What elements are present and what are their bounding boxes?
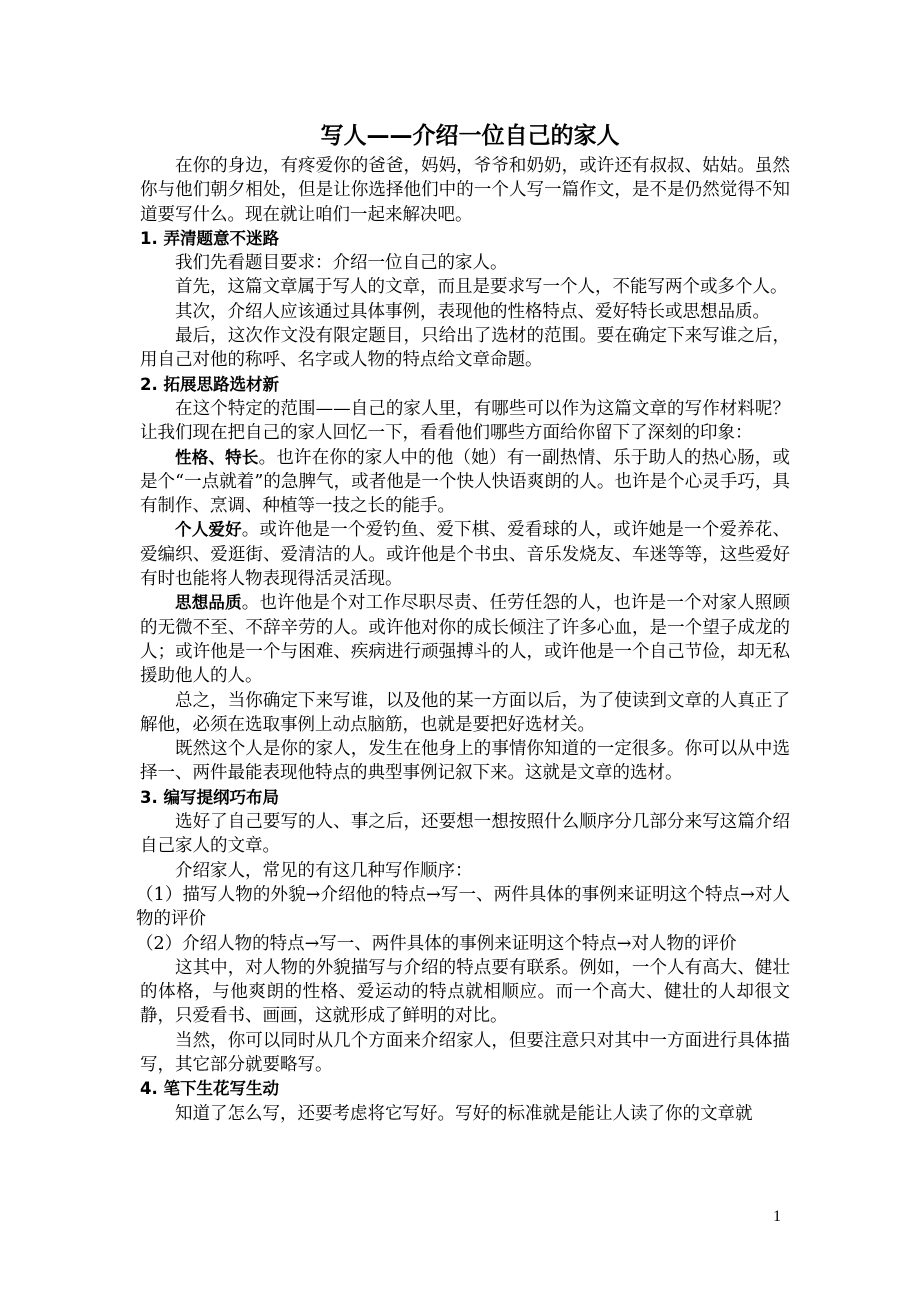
paragraph: 在这个特定的范围——自己的家人里，有哪些可以作为这篇文章的写作材料呢？让我们现在把自己的家人回忆一下，看看他们哪些方面给你留下了深刻的印象： (140, 398, 790, 444)
paragraph: 介绍家人，常见的有这几种写作顺序： (175, 860, 473, 881)
paragraph: 总之，当你确定下来写谁，以及他的某一方面以后，为了使读到文章的人真正了解他，必须在选取事例上动点脑筋，也就是要把好选材关。 (140, 690, 790, 735)
paragraph: 当然，你可以同时从几个方面来介绍家人，但要注意只对其中一方面进行具体描写，其它部分就要略写。 (140, 1030, 790, 1075)
paragraph: 最后，这次作文没有限定题目，只给出了选材的范围。要在确定下来写谁之后，用自己对他的称呼、名字或人物的特点给文章命题。 (140, 326, 790, 371)
paragraph: 知道了怎么写，还要考虑将它写好。写好的标准就是能让人读了你的文章就 (175, 1103, 753, 1124)
section-4-heading: 4. 笔下生花写生动 (140, 1079, 279, 1099)
paragraph-text: 。或许他是一个爱钓鱼、爱下棋、爱看球的人，或许她是一个爱养花、爱编织、爱逛街、爱清洁的人。或许他是个书虫、音乐发烧友、车迷等等，这些爱好有时也能将人物表现得活灵活现。 (140, 520, 790, 590)
paragraph: 选好了自己要写的人、事之后，还要想一想按照什么顺序分几部分来写这篇介绍自己家人的文章。 (140, 812, 790, 857)
section-3-heading: 3. 编写提纲巧布局 (140, 787, 279, 807)
paragraph: 这其中，对人物的外貌描写与介绍的特点要有联系。例如，一个人有高大、健壮的体格，与他爽朗的性格、爱运动的特点就相顺应。而一个高大、健壮的人却很文静，只爱看书、画画，这就形成了鲜明的对比。 (140, 957, 790, 1027)
bold-label: 性格、特长 (175, 447, 259, 467)
page-title: 写人——介绍一位自己的家人 (320, 123, 620, 149)
paragraph: 我们先看题目要求：介绍一位自己的家人。 (175, 253, 508, 274)
paragraph: 既然这个人是你的家人，发生在他身上的事情你知道的一定很多。你可以从中选择一、两件最能表现他特点的典型事例记叙下来。这就是文章的选材。 (140, 739, 790, 784)
paragraph-text: 。也许他是个对工作尽职尽责、任劳任怨的人，也许是一个对家人照顾的无微不至、不辞辛劳的人。或许他对你的成长倾注了许多心血，是一个望子成龙的人；或许他是一个与困难、疾病进行顽强搏斗的人，或许他是一个自己节俭，却无私援助他人的人。 (140, 593, 790, 687)
paragraph (140, 518, 790, 591)
paragraph: 其次，介绍人应该通过具体事例，表现他的性格特点、爱好特长或思想品质。 (175, 301, 770, 322)
list-item: （1）描写人物的外貌→介绍他的特点→写一、两件具体的事例来证明这个特点→对人物的评价 (136, 884, 790, 930)
paragraph (140, 591, 790, 688)
paragraph: 首先，这篇文章属于写人的文章，而且是要求写一个人，不能写两个或多个人。 (175, 277, 788, 298)
section-2-heading: 2. 拓展思路选材新 (140, 374, 279, 394)
bold-label: 个人爱好 (175, 520, 242, 540)
paragraph-text: 。也许在你的家人中的他（她）有一副热情、乐于助人的热心肠，或是个“一点就着”的急脾气，或者他是一个快人快语爽朗的人。也许是个心灵手巧，具有制作、烹调、种植等一技之长的能手。 (140, 447, 791, 517)
document-body (136, 118, 791, 1126)
intro-paragraph: 在你的身边，有疼爱你的爸爸，妈妈，爷爷和奶奶，或许还有叔叔、姑姑。虽然你与他们朝夕相处，但是让你选择他们中的一个人写一篇作文，是不是仍然觉得不知道要写什么。现在就让咱们一起来解决吧。 (140, 156, 790, 225)
bold-label: 思想品质 (175, 593, 242, 613)
paragraph (140, 446, 790, 519)
page-number: 1 (773, 1208, 781, 1225)
list-item: （2）介绍人物的特点→写一、两件具体的事例来证明这个特点→对人物的评价 (136, 933, 737, 954)
section-1-heading: 1. 弄清题意不迷路 (140, 228, 279, 248)
